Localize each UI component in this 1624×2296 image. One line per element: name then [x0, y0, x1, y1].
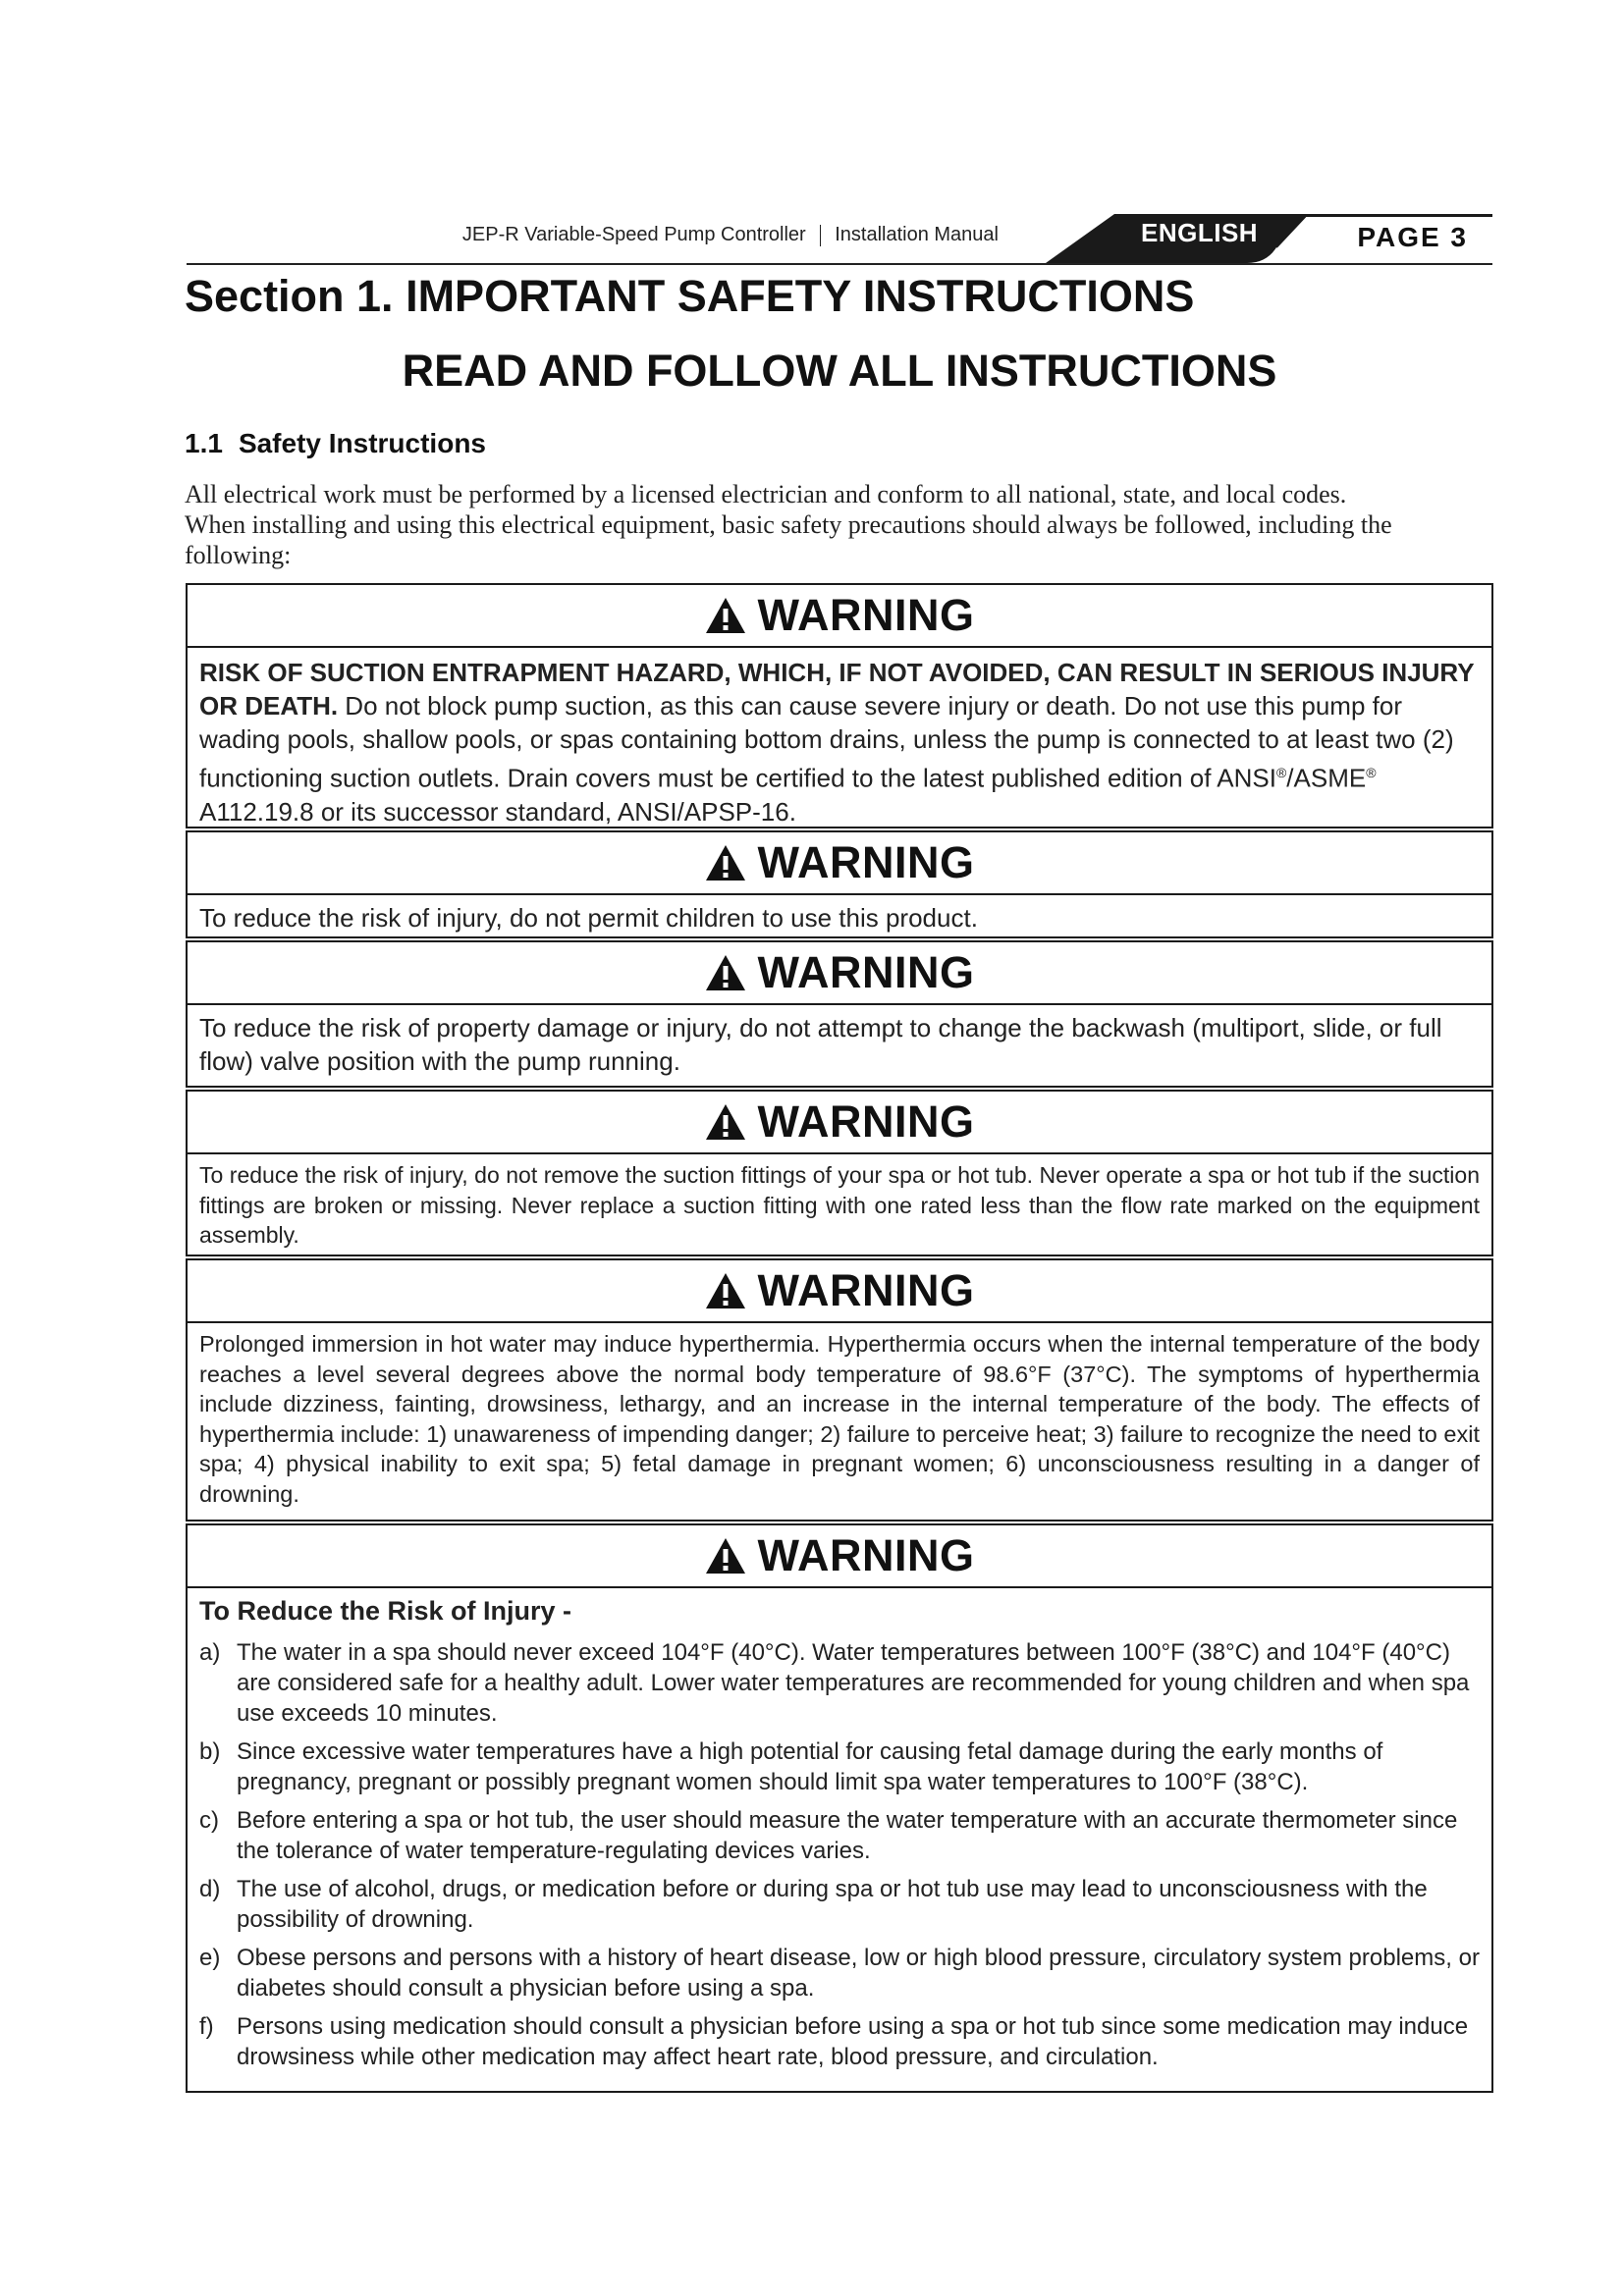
list-item-text: Persons using medication should consult a physician before using a spa or hot tub since some medication may induce drowsiness while other medication may affect heart rate, blood pressure, and circulation. [237, 2013, 1469, 2070]
warning-box-children [186, 830, 1493, 938]
list-item [199, 1943, 1480, 2003]
language-tab [187, 208, 1492, 265]
warning-box-suction [186, 583, 1493, 828]
doc-title: JEP-R Variable-Speed Pump Controller [461, 224, 806, 245]
section-title: Section 1. IMPORTANT SAFETY INSTRUCTIONS [185, 271, 1195, 321]
warning-body [188, 1588, 1491, 2088]
intro-line: All electrical work must be performed by a licensed electrician and conform to all national, state, and local codes. [185, 480, 1347, 508]
warning-header [188, 1525, 1491, 1588]
warning-box-reduce-risk [186, 1523, 1493, 2093]
warning-body: To reduce the risk of injury, do not remove the suction fittings of your spa or hot tub. Never operate a spa or hot tub if the suction fittings are broken or missing. Never replace a suction fitting with one rated less than the flow rate marked on the equipment assembly. [199, 1162, 1480, 1248]
list-item [199, 2011, 1480, 2072]
warning-bold-text: RISK OF SUCTION ENTRAPMENT HAZARD, WHICH, IF NOT AVOIDED, CAN RESULT IN SERIOUS INJURY OR DEATH. [199, 658, 1475, 721]
warning-body: Prolonged immersion in hot water may induce hyperthermia. Hyperthermia occurs when the internal temperature of the body reaches a level several degrees above the normal body temperature of 98.6°F (37°C). The symptoms of hyperthermia include dizziness, fainting, drowsiness, lethargy, and an increase in the internal temperature of the body. The effects of hyperthermia include: 1) unawareness of impending danger; 2) failure to perceive heat; 3) failure to recognize the need to exit spa; 4) physical inability to exit spa; 5) fetal damage in pregnant women; 6) unconsciousness resulting in a danger of drowning. [199, 1331, 1480, 1507]
list-marker: c) [199, 1807, 219, 1834]
risk-list [199, 1637, 1480, 2072]
registered-mark: ® [1366, 765, 1377, 780]
warning-header [188, 1092, 1491, 1154]
warning-text: A112.19.8 or its successor standard, ANSI/APSP-16. [199, 796, 796, 827]
warning-header [188, 942, 1491, 1005]
page-header [187, 208, 1492, 265]
warning-title: WARNING [757, 837, 975, 887]
registered-mark: ® [1275, 765, 1287, 780]
list-title: To Reduce the Risk of Injury - [199, 1596, 572, 1626]
warning-header [188, 1260, 1491, 1323]
section-subtitle: READ AND FOLLOW ALL INSTRUCTIONS [402, 346, 1277, 396]
warning-body: To reduce the risk of injury, do not permit children to use this product. [199, 903, 978, 933]
subsection-number: 1.1 [185, 428, 223, 458]
warning-triangle-icon [705, 843, 746, 882]
list-item-text: The use of alcohol, drugs, or medication before or during spa or hot tub use may lead to unconsciousness with the possibility of drowning. [237, 1876, 1428, 1933]
header-rule [187, 263, 1492, 265]
list-item [199, 1874, 1480, 1935]
header-language: ENGLISH [1141, 218, 1259, 247]
intro-line: When installing and using this electrical equipment, basic safety precautions should always be followed, including the following: [185, 510, 1392, 569]
warning-box-valve [186, 940, 1493, 1088]
warning-header [188, 585, 1491, 648]
list-item [199, 1637, 1480, 1729]
warning-body: To reduce the risk of property damage or injury, do not attempt to change the backwash (multiport, slide, or full flow) valve position with the pump running. [199, 1013, 1442, 1076]
warning-title: WARNING [757, 590, 975, 640]
warning-box-suction-fittings [186, 1090, 1493, 1256]
warning-triangle-icon [705, 1271, 746, 1310]
list-marker: f) [199, 2013, 214, 2040]
list-item [199, 1805, 1480, 1866]
list-marker: d) [199, 1876, 221, 1902]
page-number: PAGE 3 [1357, 222, 1468, 252]
warning-triangle-icon [705, 596, 746, 635]
list-marker: b) [199, 1738, 221, 1765]
intro-paragraph [185, 479, 1500, 570]
doc-type: Installation Manual [835, 224, 999, 245]
warning-text: Do not block pump suction, as this can cause severe injury or death. Do not use this pump for wading pools, shallow pools, or spas containing bottom drains, unless the pump is connected to at least two (2) functioning suction outlets. Drain covers must be certified to the latest published edition of ANSI [199, 691, 1454, 793]
list-item-text: The water in a spa should never exceed 104°F (40°C). Water temperatures between 100°F (38°C) and 104°F (40°C) are considered safe for a healthy adult. Lower water temperatures are recommended for young children and when spa use exceeds 10 minutes. [237, 1639, 1470, 1727]
list-item-text: Obese persons and persons with a history of heart disease, low or high blood pressure, circulatory system problems, or diabetes should consult a physician before using a spa. [237, 1945, 1480, 2002]
warning-title: WARNING [757, 1265, 975, 1315]
warning-title: WARNING [757, 1096, 975, 1147]
list-item-text: Since excessive water temperatures have a high potential for causing fetal damage during the early months of pregnancy, pregnant or possibly pregnant women should limit spa water temperatures to 100°F (38°C). [237, 1738, 1383, 1795]
warning-text: /ASME [1286, 763, 1367, 793]
warning-title: WARNING [757, 947, 975, 997]
warning-triangle-icon [705, 1102, 746, 1142]
subsection-title: Safety Instructions [238, 428, 486, 458]
warning-title: WARNING [757, 1530, 975, 1580]
warning-triangle-icon [705, 953, 746, 992]
list-marker: a) [199, 1639, 221, 1666]
warning-triangle-icon [705, 1536, 746, 1575]
warning-box-hyperthermia [186, 1258, 1493, 1522]
warning-body [188, 648, 1491, 836]
subsection-heading [185, 428, 486, 459]
list-item-text: Before entering a spa or hot tub, the user should measure the water temperature with an accurate thermometer since the tolerance of water temperature-regulating devices varies. [237, 1807, 1458, 1864]
list-item [199, 1736, 1480, 1797]
warning-header [188, 832, 1491, 895]
list-marker: e) [199, 1945, 221, 1971]
